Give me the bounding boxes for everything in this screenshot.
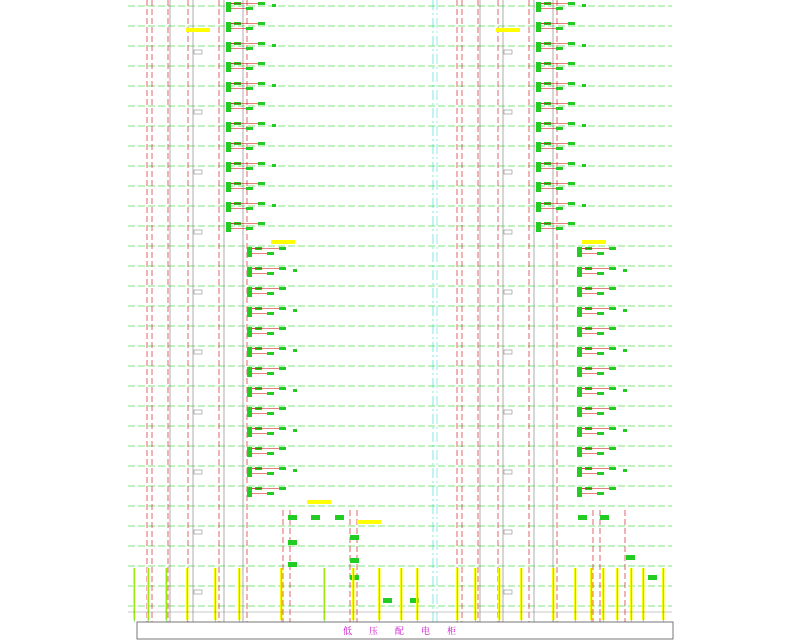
- meter-box: [556, 127, 563, 130]
- highlight-tag: [186, 28, 210, 32]
- meter-box: [582, 124, 586, 127]
- riser-tag: [504, 170, 512, 174]
- meter-box: [577, 387, 582, 397]
- meter-box: [267, 332, 274, 335]
- bottom-bar-label-char-4: 电: [421, 627, 431, 637]
- meter-box: [267, 492, 274, 495]
- meter-box: [577, 287, 582, 297]
- meter-box: [288, 515, 297, 520]
- meter-box: [293, 429, 297, 432]
- riser-lines: [147, 0, 625, 622]
- meter-box: [568, 42, 575, 45]
- meter-box: [279, 427, 286, 430]
- meter-box: [609, 407, 616, 410]
- meter-box: [350, 535, 359, 540]
- meter-box: [568, 102, 575, 105]
- meter-box: [597, 452, 604, 455]
- meter-box: [556, 67, 563, 70]
- meter-box: [288, 562, 297, 567]
- meter-box: [568, 222, 575, 225]
- meter-box: [597, 272, 604, 275]
- riser-tag: [194, 410, 202, 414]
- meter-box: [226, 162, 231, 172]
- meter-box: [247, 427, 252, 437]
- meter-box: [556, 27, 563, 30]
- meter-box: [279, 367, 286, 370]
- meter-box: [246, 167, 253, 170]
- meter-box: [246, 207, 253, 210]
- meter-box: [609, 387, 616, 390]
- meter-box: [258, 82, 265, 85]
- highlight-tag: [496, 28, 520, 32]
- meter-box: [536, 62, 541, 72]
- meter-box: [536, 142, 541, 152]
- floor-lines: [128, 0, 672, 622]
- meter-box: [556, 47, 563, 50]
- meter-box: [600, 515, 609, 520]
- meter-box: [258, 182, 265, 185]
- meter-box: [279, 287, 286, 290]
- meter-box: [226, 62, 231, 72]
- meter-box: [293, 269, 297, 272]
- meter-box: [597, 312, 604, 315]
- meter-box: [226, 222, 231, 232]
- meter-box: [267, 372, 274, 375]
- meter-box: [267, 432, 274, 435]
- meter-box: [279, 487, 286, 490]
- riser-tag: [504, 50, 512, 54]
- meter-box: [311, 515, 320, 520]
- meter-box: [623, 429, 627, 432]
- meter-box: [577, 307, 582, 317]
- riser-tag: [194, 230, 202, 234]
- meter-box: [577, 467, 582, 477]
- meter-box: [247, 407, 252, 417]
- riser-tag: [194, 290, 202, 294]
- meter-box: [597, 252, 604, 255]
- meter-box: [226, 2, 231, 12]
- meter-box: [577, 487, 582, 497]
- meter-box: [577, 247, 582, 257]
- meter-box: [536, 122, 541, 132]
- meter-box: [582, 44, 586, 47]
- meter-box: [246, 7, 253, 10]
- meter-box: [293, 469, 297, 472]
- meter-box: [246, 47, 253, 50]
- meter-box: [246, 87, 253, 90]
- meter-box: [577, 267, 582, 277]
- meter-box: [568, 62, 575, 65]
- meter-box: [556, 207, 563, 210]
- meter-box: [247, 487, 252, 497]
- meter-box: [247, 327, 252, 337]
- riser-tag: [504, 590, 512, 594]
- meter-box: [582, 164, 586, 167]
- meter-box: [568, 2, 575, 5]
- meter-box: [556, 87, 563, 90]
- highlight-tag: [307, 500, 331, 504]
- meter-box: [267, 312, 274, 315]
- riser-tag: [504, 530, 512, 534]
- meter-box: [536, 182, 541, 192]
- meter-box: [350, 558, 359, 563]
- riser-tag: [504, 470, 512, 474]
- riser-tag: [194, 350, 202, 354]
- meter-box: [247, 267, 252, 277]
- meter-box: [279, 247, 286, 250]
- meter-box: [582, 4, 586, 7]
- meter-box: [568, 142, 575, 145]
- meter-box: [536, 42, 541, 52]
- meter-box: [577, 327, 582, 337]
- meter-box: [536, 22, 541, 32]
- meter-box: [623, 269, 627, 272]
- meter-box: [246, 127, 253, 130]
- meter-box: [226, 182, 231, 192]
- meter-box: [556, 107, 563, 110]
- riser-tag: [194, 470, 202, 474]
- meter-box: [258, 2, 265, 5]
- meter-box: [609, 347, 616, 350]
- meter-box: [597, 412, 604, 415]
- meter-box: [247, 287, 252, 297]
- meter-box: [536, 202, 541, 212]
- highlight-tag: [271, 240, 295, 244]
- meter-box: [293, 389, 297, 392]
- meter-box: [247, 307, 252, 317]
- meter-box: [536, 162, 541, 172]
- meter-box: [247, 367, 252, 377]
- meter-box: [258, 222, 265, 225]
- meter-box: [556, 167, 563, 170]
- meter-box: [226, 42, 231, 52]
- meter-box: [623, 469, 627, 472]
- riser-tag: [504, 110, 512, 114]
- meter-box: [267, 272, 274, 275]
- meter-box: [578, 515, 587, 520]
- meter-box: [258, 22, 265, 25]
- meter-box: [279, 447, 286, 450]
- meter-box: [568, 22, 575, 25]
- meter-box: [577, 427, 582, 437]
- meter-box: [247, 467, 252, 477]
- meter-box: [597, 432, 604, 435]
- meter-box: [246, 67, 253, 70]
- meter-box: [609, 447, 616, 450]
- meter-box: [267, 472, 274, 475]
- meter-box: [246, 227, 253, 230]
- meter-box: [246, 107, 253, 110]
- meter-box: [279, 467, 286, 470]
- riser-tag: [504, 410, 512, 414]
- meter-box: [288, 540, 297, 545]
- meter-box: [267, 452, 274, 455]
- meter-box: [556, 227, 563, 230]
- meter-box: [247, 387, 252, 397]
- meter-box: [577, 407, 582, 417]
- meter-box: [582, 204, 586, 207]
- meter-box: [623, 309, 627, 312]
- bottom-bar-label-char-3: 配: [395, 627, 405, 637]
- meter-box: [577, 447, 582, 457]
- meter-box: [597, 332, 604, 335]
- meter-box: [258, 62, 265, 65]
- meter-box: [568, 82, 575, 85]
- riser-tag: [504, 290, 512, 294]
- meter-box: [609, 287, 616, 290]
- meter-box: [536, 222, 541, 232]
- riser-tag: [504, 230, 512, 234]
- meter-box: [556, 147, 563, 150]
- meter-box: [247, 247, 252, 257]
- meter-box: [597, 292, 604, 295]
- meter-box: [536, 2, 541, 12]
- meter-box: [568, 202, 575, 205]
- meter-box: [577, 367, 582, 377]
- meter-box: [648, 575, 657, 580]
- meter-box: [226, 22, 231, 32]
- riser-tag: [194, 530, 202, 534]
- meter-box: [597, 492, 604, 495]
- meter-box: [279, 307, 286, 310]
- meter-box: [609, 307, 616, 310]
- meter-box: [609, 247, 616, 250]
- meter-box: [609, 467, 616, 470]
- meter-box: [258, 142, 265, 145]
- meter-box: [609, 267, 616, 270]
- meter-box: [279, 347, 286, 350]
- meter-box: [258, 162, 265, 165]
- bottom-bar-label-char-2: 压: [369, 627, 379, 637]
- meter-box: [293, 349, 297, 352]
- meter-box: [267, 252, 274, 255]
- meter-box: [258, 42, 265, 45]
- meter-box: [609, 427, 616, 430]
- meter-box: [279, 407, 286, 410]
- meter-box: [246, 147, 253, 150]
- meter-box: [272, 164, 276, 167]
- bottom-bar-label-char-1: 低: [343, 627, 353, 637]
- meter-box: [383, 598, 392, 603]
- meter-box: [577, 347, 582, 357]
- highlight-tag: [357, 520, 381, 524]
- meter-box: [272, 44, 276, 47]
- riser-tag: [194, 110, 202, 114]
- meter-box: [609, 487, 616, 490]
- meter-box: [247, 447, 252, 457]
- meter-box: [267, 392, 274, 395]
- meter-box: [623, 349, 627, 352]
- meter-box: [279, 387, 286, 390]
- meter-box: [626, 555, 635, 560]
- meter-box-groups: [186, 2, 657, 603]
- meter-box: [556, 7, 563, 10]
- riser-tag: [194, 590, 202, 594]
- meter-box: [279, 327, 286, 330]
- meter-box: [568, 122, 575, 125]
- meter-box: [279, 267, 286, 270]
- meter-box: [568, 182, 575, 185]
- bottom-bar-label-char-5: 柜: [447, 627, 457, 637]
- meter-box: [335, 515, 344, 520]
- riser-tag: [194, 170, 202, 174]
- meter-box: [609, 367, 616, 370]
- meter-box: [258, 102, 265, 105]
- meter-box: [609, 327, 616, 330]
- meter-box: [226, 102, 231, 112]
- meter-box: [623, 389, 627, 392]
- meter-box: [272, 124, 276, 127]
- meter-box: [226, 142, 231, 152]
- meter-box: [536, 102, 541, 112]
- bottom-stubs: [128, 568, 672, 622]
- meter-box: [258, 122, 265, 125]
- meter-box: [536, 82, 541, 92]
- meter-box: [226, 122, 231, 132]
- meter-box: [272, 204, 276, 207]
- meter-box: [597, 392, 604, 395]
- meter-box: [246, 27, 253, 30]
- meter-box: [556, 187, 563, 190]
- meter-box: [267, 412, 274, 415]
- meter-box: [293, 309, 297, 312]
- meter-box: [597, 372, 604, 375]
- meter-box: [267, 352, 274, 355]
- meter-box: [582, 84, 586, 87]
- riser-tag: [504, 350, 512, 354]
- meter-box: [258, 202, 265, 205]
- meter-box: [246, 187, 253, 190]
- meter-box: [597, 352, 604, 355]
- meter-box: [267, 292, 274, 295]
- riser-tag: [194, 50, 202, 54]
- meter-box: [597, 472, 604, 475]
- meter-box: [226, 202, 231, 212]
- meter-box: [226, 82, 231, 92]
- low-voltage-panel-bar: [137, 622, 673, 639]
- highlight-tag: [582, 240, 606, 244]
- meter-box: [247, 347, 252, 357]
- meter-box: [272, 4, 276, 7]
- meter-box: [272, 84, 276, 87]
- meter-box: [568, 162, 575, 165]
